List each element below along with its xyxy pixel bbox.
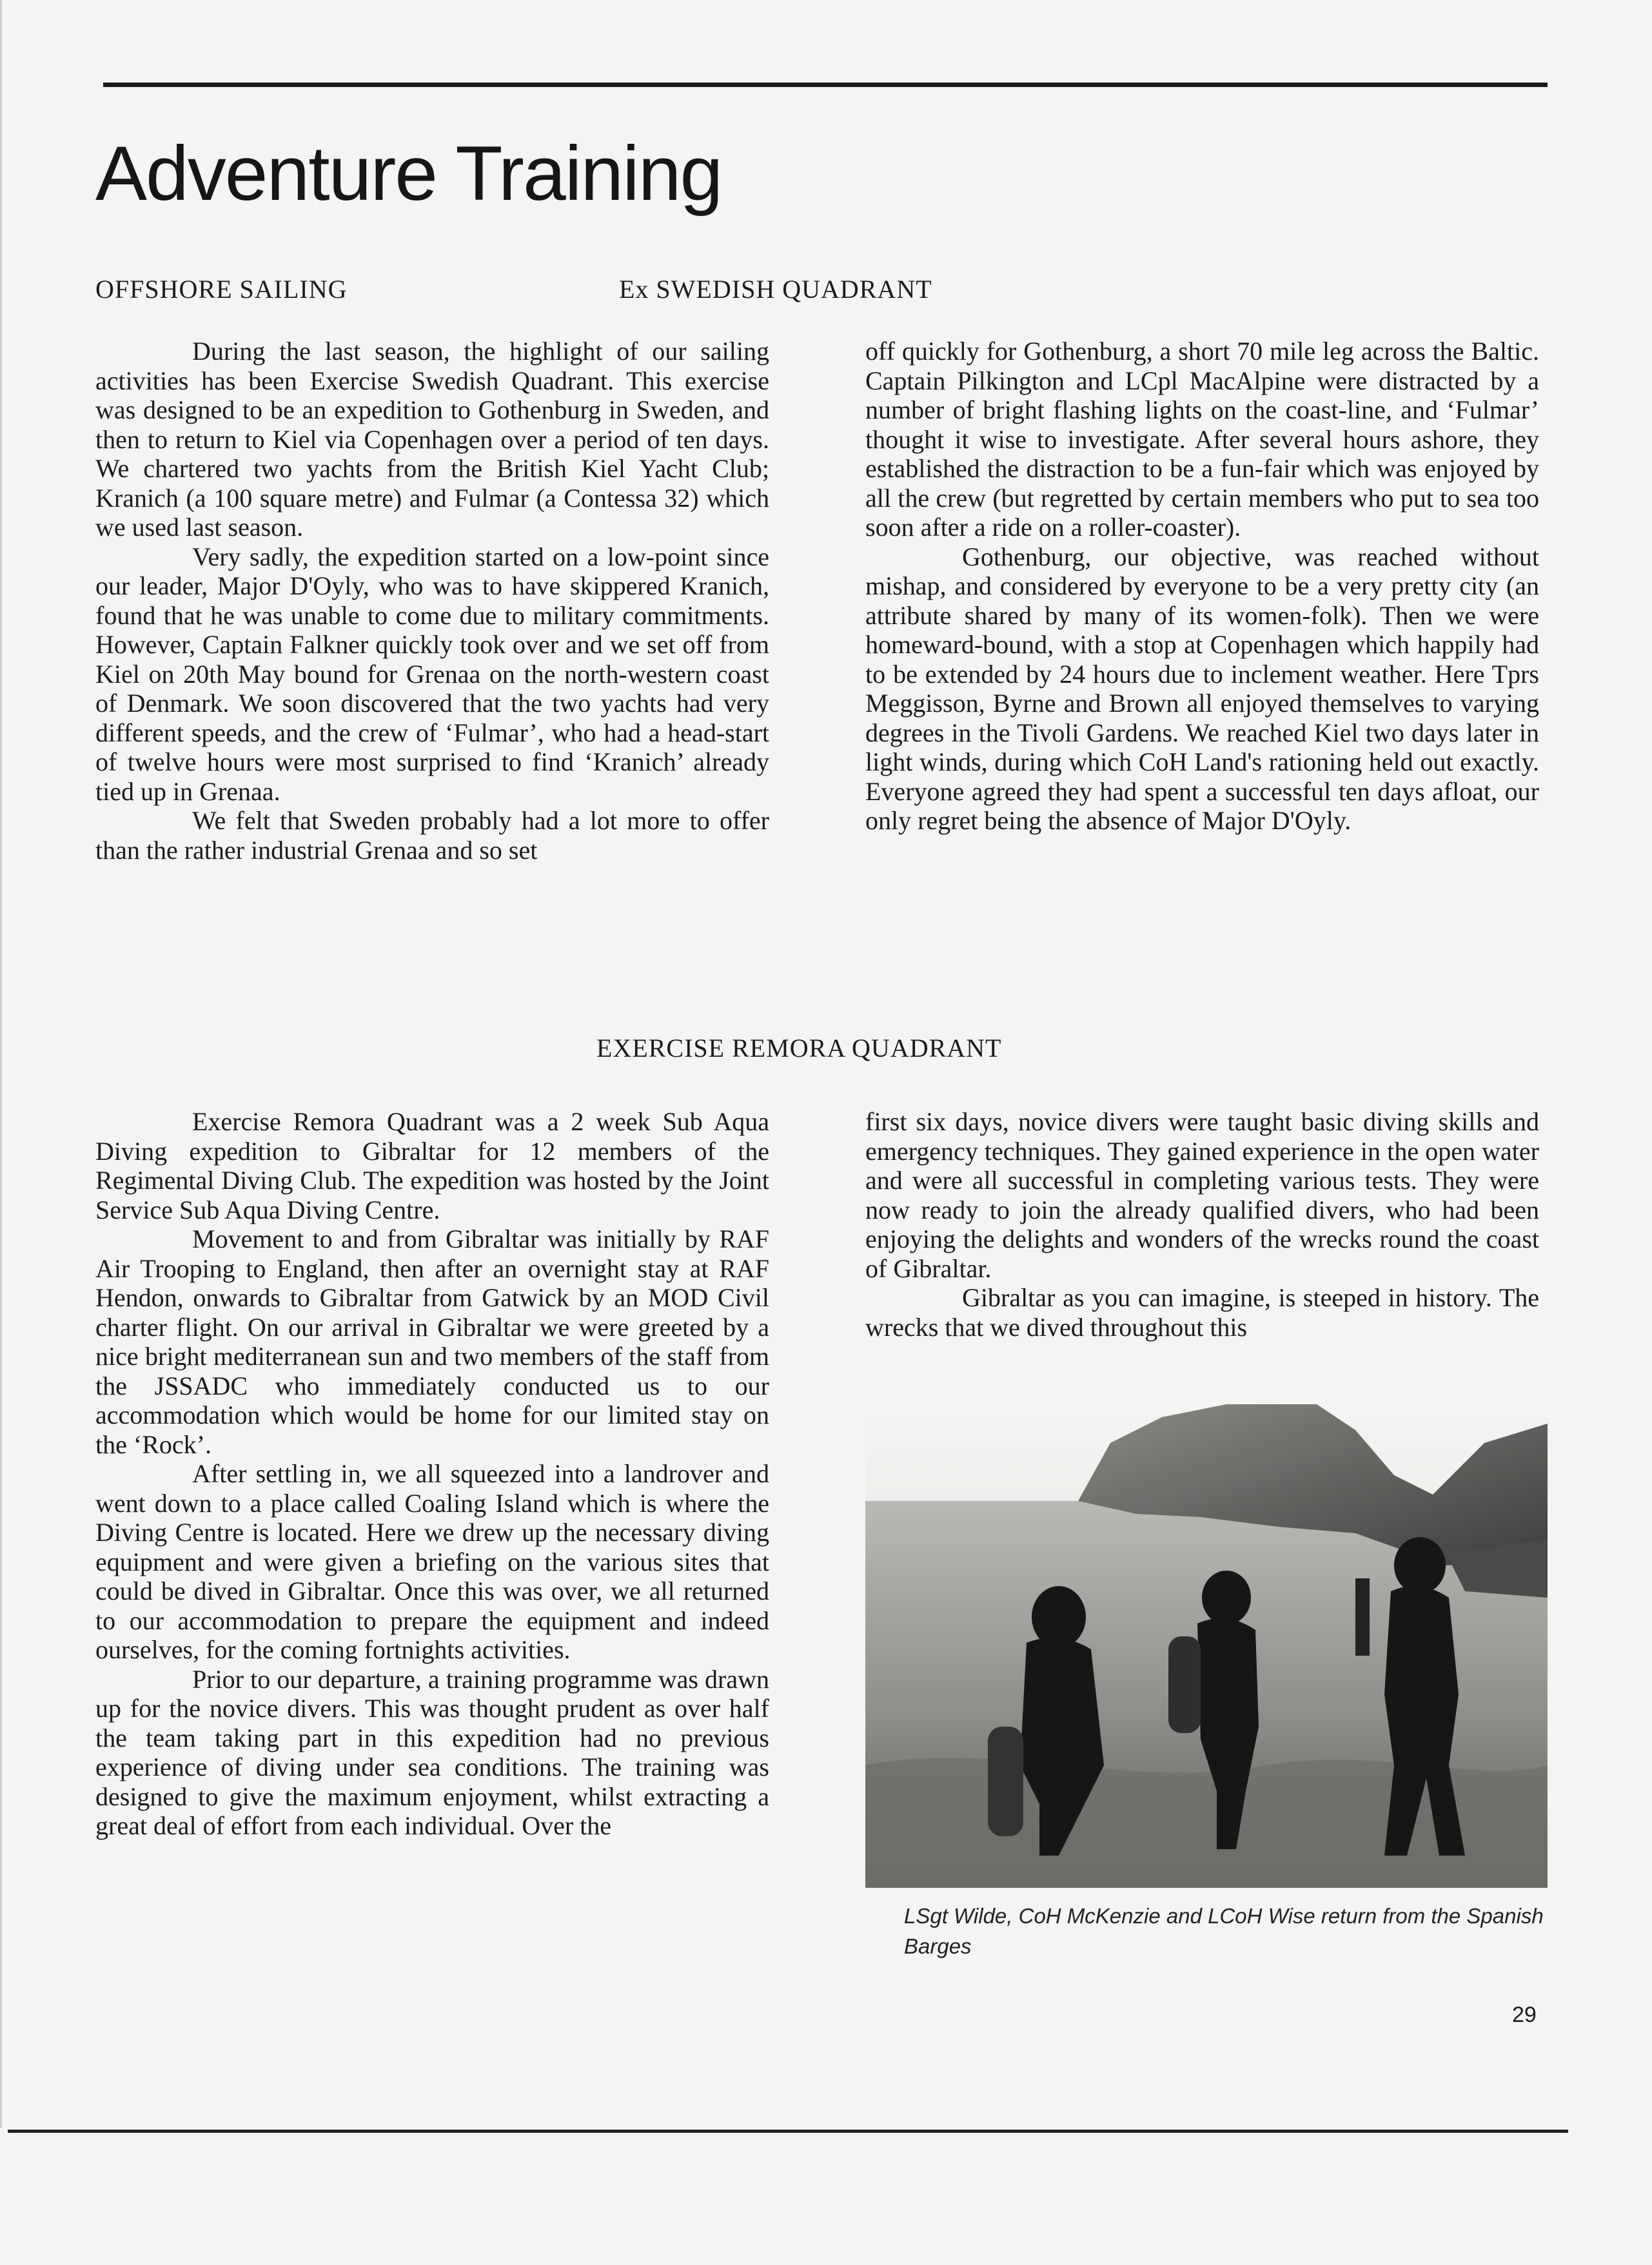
photo-caption: LSgt Wilde, CoH McKenzie and LCoH Wise return from the Spanish Barges <box>904 1904 1544 1958</box>
section-label-offshore-sailing: OFFSHORE SAILING <box>95 275 348 304</box>
paragraph: Exercise Remora Quadrant was a 2 week Sub Aqua Diving expedition to Gibraltar for 12 members of the Regimental Diving Club. The expedition was hosted by the Joint Service Sub Aqua Diving Centre. <box>95 1107 769 1224</box>
diving-left-column <box>95 1107 769 1841</box>
section-heading-remora-quadrant: EXERCISE REMORA QUADRANT <box>596 1034 1002 1063</box>
divers-photo <box>865 1404 1548 1888</box>
sailing-right-column <box>865 337 1539 836</box>
paragraph: We felt that Sweden probably had a lot more to offer than the rather industrial Grenaa and so set <box>95 806 769 865</box>
diving-right-column <box>865 1107 1539 1342</box>
page-title: Adventure Training <box>95 130 722 217</box>
paragraph: After settling in, we all squeezed into a landrover and went down to a place called Coaling Island which is where the Diving Centre is located. Here we drew up the necessary diving equipment and were given a briefing on the various sites that could be dived in Gibraltar. Once this was over, we all returned to our accommodation to prepare the equipment and indeed ourselves, for the coming fortnights activities. <box>95 1459 769 1664</box>
paragraph: off quickly for Gothenburg, a short 70 mile leg across the Baltic. Captain Pilkington and LCpl MacAlpine were distracted by a number of bright flashing lights on the coast-line, and ‘Fulmar’ thought it wise to investigate. After several hours ashore, they established the distraction to be a fun-fair which was enjoyed by all the crew (but regretted by certain members who put to sea too soon after a ride on a roller-coaster). <box>865 337 1539 542</box>
paragraph: Movement to and from Gibraltar was initially by RAF Air Trooping to England, then after an overnight stay at RAF Hendon, onwards to Gibraltar from Gatwick by an MOD Civil charter flight. On our arrival in Gibraltar we were greeted by a nice bright mediterranean sun and two members of the staff from the JSSADC who immediately conducted us to our accommodation which would be home for our limited stay on the ‘Rock’. <box>95 1224 769 1459</box>
bottom-rule <box>8 2130 1568 2133</box>
sailing-left-column <box>95 337 769 865</box>
divers-photo-image <box>865 1404 1548 1888</box>
paragraph: first six days, novice divers were taught basic diving skills and emergency techniques. They gained experience in the open water and were all successful in completing various tests. They were now ready to join the already qualified divers, who had been enjoying the delights and wonders of the wrecks round the coast of Gibraltar. <box>865 1107 1539 1283</box>
paragraph: During the last season, the highlight of our sailing activities has been Exercise Swedish Quadrant. This exercise was designed to be an expedition to Gothenburg in Sweden, and then to return to Kiel via Copenhagen over a period of ten days. We chartered two yachts from the British Kiel Yacht Club; Kranich (a 100 square metre) and Fulmar (a Contessa 32) which we used last season. <box>95 337 769 542</box>
page-number: 29 <box>1512 2003 1537 2027</box>
paragraph: Gothenburg, our objective, was reached without mishap, and considered by everyone to be a very pretty city (an attribute shared by many of its women-folk). Then we were homeward-bound, with a stop at Copenhagen which happily had to be extended by 24 hours due to inclement weather. Here Tprs Meggisson, Byrne and Brown all enjoyed themselves to varying degrees in the Tivoli Gardens. We reached Kiel two days later in light winds, during which CoH Land's rationing held out exactly. Everyone agreed they had spent a successful ten days afloat, our only regret being the absence of Major D'Oyly. <box>865 542 1539 835</box>
section-heading-swedish-quadrant: Ex SWEDISH QUADRANT <box>619 275 932 304</box>
top-rule <box>103 83 1548 87</box>
paragraph: Prior to our departure, a training programme was drawn up for the novice divers. This was thought prudent as over half the team taking part in this expedition had no previous experience of diving under sea conditions. The training was designed to give the maximum enjoyment, whilst extracting a great deal of effort from each individual. Over the <box>95 1664 769 1840</box>
paragraph: Gibraltar as you can imagine, is steeped in history. The wrecks that we dived throughout this <box>865 1283 1539 1342</box>
paragraph: Very sadly, the expedition started on a low-point since our leader, Major D'Oyly, who was to have skippered Kranich, found that he was unable to come due to military commitments. However, Captain Falkner quickly took over and we set off from Kiel on 20th May bound for Grenaa on the north-western coast of Denmark. We soon discovered that the two yachts had very different speeds, and the crew of ‘Fulmar’, who had a head-start of twelve hours were most surprised to find ‘Kranich’ already tied up in Grenaa. <box>95 542 769 806</box>
page-edge <box>0 0 2 2128</box>
